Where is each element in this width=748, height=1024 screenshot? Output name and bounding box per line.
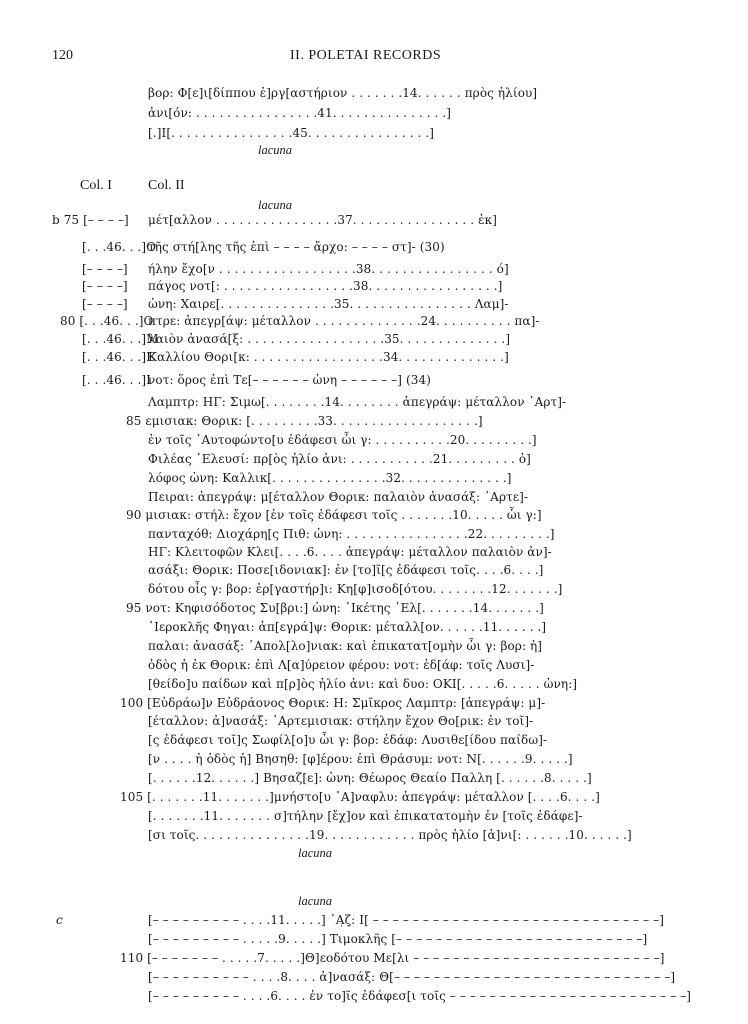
c-line: [– – – – – – – – – . . . . .9. . . . .] Τιμοκλῆς [– – – – – – – – – – – – – – – – – – – – – – – – –] bbox=[148, 932, 648, 946]
col2-line: μέτ[αλλον . . . . . . . . . . . . . . . .37. . . . . . . . . . . . . . . . ἐκ] bbox=[148, 213, 497, 227]
col1-line: [– – – –] bbox=[82, 297, 128, 311]
col2-line: [έταλλον: ἀ]νασάξ: ᾿Αρτεμισιακ: στήλην ἔχον Θο[ρικ: ἐν τοῖ]- bbox=[148, 714, 534, 728]
col2-line: δότου οἷς γ: βορ: ἐρ[γαστήρ]ι: Κη[φ]ισοδ[ότου. . . . . . . .12. . . . . . .] bbox=[148, 582, 563, 596]
col1-line: [. . .46. . .]Ι bbox=[82, 373, 152, 387]
col2-line: [. . . . . . .11. . . . . . . σ]τήλην [ἔχ]ον καὶ ἐπικατατομὴν ἐν [τοῖς ἐδάφε]- bbox=[148, 809, 583, 823]
col1-line: 80 [. . .46. . .]Ο bbox=[60, 314, 154, 328]
col2-line: 85 εμισιακ: Θορικ: [. . . . . . . . .33. . . . . . . . . . . . . . . . . . .] bbox=[126, 414, 483, 428]
c-line: [– – – – – – – – – . . . .6. . . . ἐν το]ῖς ἐδάφεσ[ι τοῖς – – – – – – – – – – – – – – – – – – – – – – – –] bbox=[148, 989, 692, 1003]
col2-line: ῾Ιεροκλῆς Φηγαι: ἀπ[εγρά]ψ: Θορικ: μέταλλ[ον. . . . . .11. . . . . .] bbox=[148, 620, 547, 634]
col2-line: λόφος ὠνη: Καλλικ[. . . . . . . . . . . . . . .32. . . . . . . . . . . . . .] bbox=[148, 471, 512, 485]
col2-line: λαιὸν ἀνασά[ξ: . . . . . . . . . . . . . . . . . .35. . . . . . . . . . . . . .] bbox=[148, 332, 511, 346]
col2-line: νοτ: ὅρος ἐπὶ Τε[– – – – – – ὠνη – – – – – –] (34) bbox=[148, 373, 431, 387]
col2-line: 105 [. . . . . . .11. . . . . . .]μνήστο[υ ᾿Α]ναφλυ: ἀπεγράψ: μέταλλον [. . . .6. . . .] bbox=[120, 790, 600, 804]
text-line: [.]Ι[. . . . . . . . . . . . . . . .45. . . . . . . . . . . . . . . .] bbox=[148, 126, 435, 140]
column-label-col-i: Col. I bbox=[80, 178, 112, 193]
col2-line: Λαμπτρ: ΗΓ: Σιμω[. . . . . . . .14. . . . . . . . ἀπεγράψ: μέταλλον ᾿Αρτ]- bbox=[148, 395, 567, 409]
col2-line: Πειραι: ἀπεγράψ: μ[έταλλον Θορικ: παλαιὸν ἀνασάξ: ᾿Αρτε]- bbox=[148, 490, 529, 504]
col1-line: b 75 [– – – –] bbox=[52, 213, 129, 227]
text-line: ἀνι[όν: . . . . . . . . . . . . . . . .41. . . . . . . . . . . . . . .] bbox=[148, 106, 452, 120]
lacuna-label: lacuna bbox=[258, 198, 293, 212]
col2-line: πτρε: ἀπεγρ[άψ: μέταλλον . . . . . . . . . . . . . .24. . . . . . . . . . πα]- bbox=[148, 314, 540, 328]
col2-line: ήλην ἔχο[ν . . . . . . . . . . . . . . . . . .38. . . . . . . . . . . . . . . . ό] bbox=[148, 262, 509, 276]
lacuna-label: lacuna bbox=[298, 894, 333, 908]
section-c-label: c bbox=[56, 913, 63, 927]
col1-line: [. . .46. . .]Μ bbox=[82, 332, 159, 346]
col2-line: παλαι: ἀνασάξ: ᾿Απολ[λο]νιακ: καὶ ἐπικατατ[ομὴν ὧι γ: βορ: ἡ] bbox=[148, 639, 543, 653]
col2-line: [ς ἐδάφεσι τοῖ]ς Σωφίλ[ο]υ ὧι γ: βορ: ἐδάφ: Λυσιθε[ίδου παίδω]- bbox=[148, 733, 548, 747]
c-line: 110 [– – – – – – – . . . . .7. . . . .]Θ]εοδότου Με[λι – – – – – – – – – – – – – – – – – – – – – – – – –] bbox=[120, 951, 665, 965]
col1-line: [. . .46. . .]Ο bbox=[82, 240, 157, 254]
lacuna-label: lacuna bbox=[298, 846, 333, 860]
col2-line: πανταχόθ: Διοχάρη[ς Πιθ: ὠνη: . . . . . . . . . . . . . . . .22. . . . . . . . .] bbox=[148, 527, 555, 541]
c-line: [– – – – – – – – – – . . . .8. . . . ἀ]νασάξ: Θ[– – – – – – – – – – – – – – – – – – – – – – – – – – – –] bbox=[148, 970, 676, 984]
running-title: II. POLETAI RECORDS bbox=[290, 48, 442, 63]
text-line: βορ: Φ[ε]ι[δίππου ἐ]ργ[αστήριον . . . . . . .14. . . . . . πρὸς ἡλίου] bbox=[148, 86, 538, 100]
col2-line: 100 [Εὐδράω]ν Εὐδράονος Θορικ: Η: Σμῖκρος Λαμπτρ: [ἀπεγράψ: μ]- bbox=[120, 696, 546, 710]
c-line: [– – – – – – – – – . . . .11. . . . .] ᾿Α̣ζ̣: Ι[ – – – – – – – – – – – – – – – – – – – – – – – – – – – – –] bbox=[148, 913, 665, 927]
page-number: 120 bbox=[52, 48, 73, 63]
col2-line: ὠνη: Χαιρε[. . . . . . . . . . . . . . .35. . . . . . . . . . . . . . . . Λαμ]- bbox=[148, 297, 509, 311]
col2-line: [θείδο]υ παίδων καὶ π[ρ]ὸς ἡλίο ἀνι: καὶ δυο: ΟΚΙ[. . . . .6. . . . . ὠνη:] bbox=[148, 677, 578, 691]
col2-line: [ν . . . . ἡ ὁδὸς ἡ] Βησηθ: [φ]έρου: ἐπὶ Θράσυμ: νοτ: Ν[. . . . . .9. . . . .] bbox=[148, 752, 573, 766]
col2-line: Φιλέας ᾿Ελευσί: πρ[ὸς ἡλίο ἀνι: . . . . . . . . . . .21. . . . . . . . . ὁ] bbox=[148, 452, 531, 466]
lacuna-label: lacuna bbox=[258, 143, 293, 157]
col2-line: ΗΓ: Κλειτοφῶν Κλει[. . . .6. . . . ἀπεγράψ: μέταλλον παλαιὸν ἀν]- bbox=[148, 545, 552, 559]
col2-line: ασάξι: Θορικ: Ποσε[ιδονιακ]: ἐν [το]ῖ[ς ἐδάφεσι τοῖς. . . .6. . . .] bbox=[148, 563, 544, 577]
col1-line: [– – – –] bbox=[82, 279, 128, 293]
col2-line: [σι τοῖς. . . . . . . . . . . . . . .19. . . . . . . . . . . . πρὸς ἡλίο [ἀ]νι[: . . . . . .10. . . . . .] bbox=[148, 828, 632, 842]
col2-line: ἐν τοῖς ᾿Αυτοφώντο[υ ἐδάφεσι ὧι γ: . . . . . . . . . .20. . . . . . . . .] bbox=[148, 433, 537, 447]
col1-line: [– – – –] bbox=[82, 262, 128, 276]
col2-line: τῆς στή[λης τῆς ἐπὶ – – – – ἄρχο: – – – – στ]- (30) bbox=[148, 240, 445, 254]
column-label-col-ii: Col. II bbox=[148, 178, 185, 193]
col2-line: [. . . . . .12. . . . . .] Βησαζ[ε]: ὠνη: Θέωρος Θεαίο Παλλη [. . . . . .8. . . . .] bbox=[148, 771, 592, 785]
col1-line: [. . .46. . .]Ε bbox=[82, 350, 156, 364]
col2-line: πάγος νοτ[: . . . . . . . . . . . . . . . . .38. . . . . . . . . . . . . . . . .] bbox=[148, 279, 503, 293]
col2-line: 95 νοτ: Κηφισόδοτος Συ[βρι:] ὠνη: ῾Ικέτης ᾿Ελ[. . . . . . .14. . . . . . .] bbox=[126, 601, 544, 615]
col2-line: 90 μισιακ: στήλ: ἔχον [ἐν τοῖς ἐδάφεσι τοῖς . . . . . . .10. . . . . ὧι γ:] bbox=[126, 508, 542, 522]
col2-line: ὁδὸς ἡ ἐκ Θορικ: ἐπὶ Λ[α]ύρειον φέρου: νοτ: ἐδ[άφ: τοῖς Λυσι]- bbox=[148, 658, 535, 672]
col2-line: Καλλίου Θορι[κ: . . . . . . . . . . . . . . . . .34. . . . . . . . . . . . . .] bbox=[148, 350, 509, 364]
